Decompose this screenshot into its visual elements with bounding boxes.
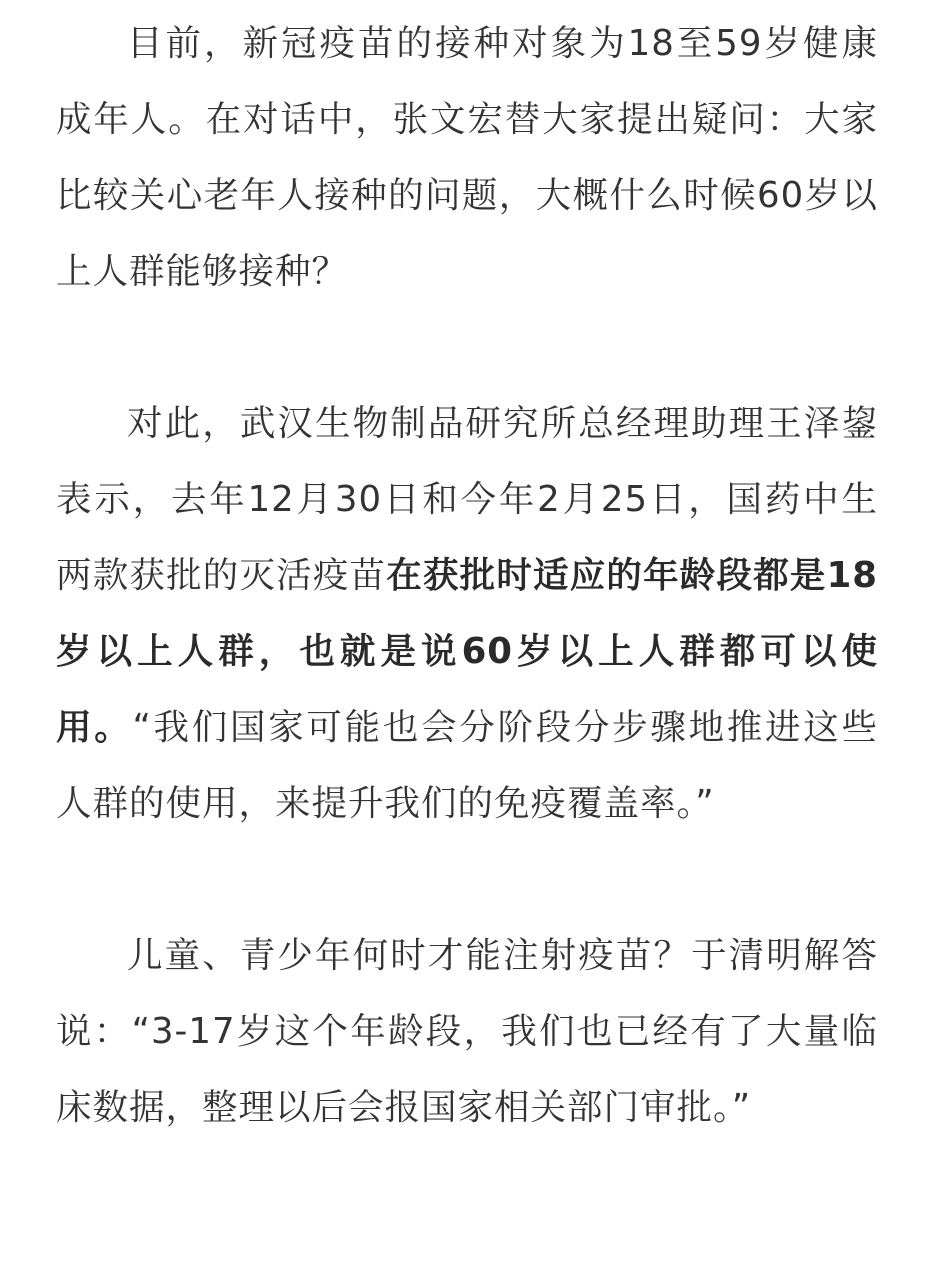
- paragraph-elderly-question: [56, 6, 878, 310]
- paragraph-children-question: [56, 918, 878, 1146]
- quote-text: “我们国家可能也会分阶段分步骤地推进这些人群的使用，来提升我们的免疫覆盖率。”: [56, 707, 878, 824]
- paragraph-text: 儿童、青少年何时才能注射疫苗？于清明解答说：“3-17岁这个年龄段，我们也已经有了大量临床数据，整理以后会报国家相关部门审批。”: [56, 935, 878, 1128]
- paragraph-gap: [56, 310, 878, 386]
- paragraph-text: 对此，武汉生物制品研究所总经理助理王泽鋆表示，去年12月30日和今年2月25日，国药中生两款获批的灭活疫苗: [56, 403, 878, 596]
- paragraph-answer-wang: [56, 386, 878, 842]
- paragraph-gap: [56, 842, 878, 918]
- bold-highlight-text: 在获批时适应的年龄段都是18岁以上人群，也就是说60岁以上人群都可以使用。: [56, 555, 878, 748]
- paragraph-text: 目前，新冠疫苗的接种对象为18至59岁健康成年人。在对话中，张文宏替大家提出疑问：大家比较关心老年人接种的问题，大概什么时候60岁以上人群能够接种？: [56, 23, 878, 292]
- article-body: [56, 6, 878, 1146]
